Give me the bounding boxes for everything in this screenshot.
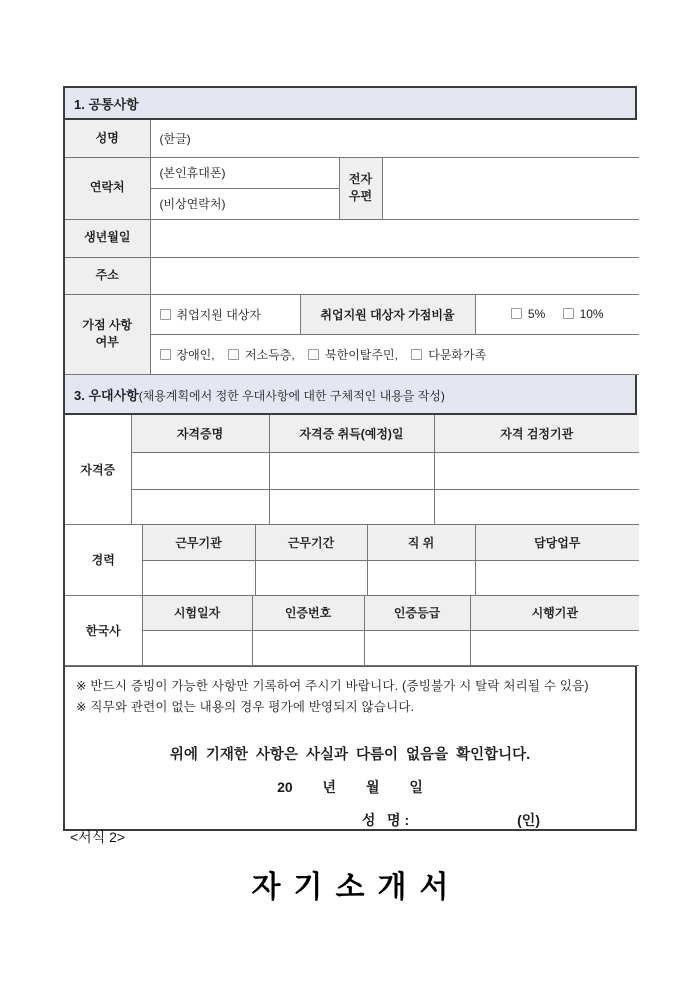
table-row bbox=[65, 560, 639, 595]
career-org-input[interactable] bbox=[142, 560, 255, 595]
email-label-line2: 우편 bbox=[348, 189, 373, 203]
name-input-cell[interactable]: (한글) bbox=[150, 120, 639, 157]
signature-line bbox=[76, 810, 624, 830]
license-date-input-1[interactable] bbox=[269, 453, 434, 490]
email-input-cell[interactable] bbox=[382, 157, 639, 219]
bonus-label-line1: 가점 사항 bbox=[82, 317, 133, 332]
preferential-header-desc: (채용계획에서 정한 우대사항에 대한 구체적인 내용을 작성) bbox=[138, 388, 445, 403]
multicultural-text: 다문화가족 bbox=[428, 347, 487, 362]
contact-label: 연락처 bbox=[65, 157, 150, 219]
common-info-table bbox=[65, 120, 639, 375]
date-month-label: 월 bbox=[365, 778, 380, 795]
confirmation-statement: 위에 기재한 사항은 사실과 다름이 없음을 확인합니다. bbox=[169, 746, 531, 763]
history-agency-header: 시행기관 bbox=[470, 596, 639, 631]
date-line bbox=[76, 777, 624, 797]
korean-history-table bbox=[65, 596, 639, 667]
history-grade-input[interactable] bbox=[364, 631, 470, 666]
email-label bbox=[339, 157, 382, 219]
history-exam-date-input[interactable] bbox=[142, 631, 252, 666]
date-year-label: 년 bbox=[322, 778, 337, 795]
address-label: 주소 bbox=[65, 257, 150, 294]
license-date-header: 자격증 취득(예정)일 bbox=[269, 415, 434, 453]
name-label: 성명 bbox=[65, 120, 150, 157]
table-row bbox=[65, 490, 639, 525]
date-year-prefix: 20 bbox=[277, 778, 293, 795]
table-row bbox=[65, 631, 639, 666]
history-cert-no-input[interactable] bbox=[252, 631, 364, 666]
career-org-header: 근무기관 bbox=[142, 525, 255, 560]
nk-defector-checkbox[interactable] bbox=[308, 349, 319, 360]
license-name-input-2[interactable] bbox=[131, 490, 269, 525]
multicultural-checkbox[interactable] bbox=[411, 349, 422, 360]
table-row bbox=[65, 453, 639, 490]
license-label: 자격증 bbox=[65, 415, 131, 525]
employment-support-cell bbox=[150, 294, 300, 334]
license-agency-input-2[interactable] bbox=[434, 490, 639, 525]
career-duty-header: 담당업무 bbox=[475, 525, 639, 560]
ratio-5-text: 5% bbox=[527, 307, 546, 321]
birthdate-label: 생년월일 bbox=[65, 219, 150, 257]
section-header-common: 1. 공통사항 bbox=[65, 88, 635, 120]
bonus-label-line2: 여부 bbox=[95, 335, 119, 349]
ratio-10-checkbox[interactable] bbox=[563, 308, 574, 319]
bonus-ratio-label: 취업지원 대상자 가점비율 bbox=[300, 294, 475, 334]
career-position-input[interactable] bbox=[367, 560, 475, 595]
history-cert-no-header: 인증번호 bbox=[252, 596, 364, 631]
low-income-checkbox[interactable] bbox=[228, 349, 239, 360]
seal-placeholder: (인) bbox=[517, 811, 540, 828]
career-position-header: 직 위 bbox=[367, 525, 475, 560]
employment-support-checkbox[interactable] bbox=[160, 309, 171, 320]
career-duty-input[interactable] bbox=[475, 560, 639, 595]
history-exam-date-header: 시험일자 bbox=[142, 596, 252, 631]
ratio-5-checkbox[interactable] bbox=[511, 308, 522, 319]
nk-defector-text: 북한이탈주민, bbox=[325, 347, 398, 362]
phone-personal-cell[interactable]: (본인휴대폰) bbox=[150, 157, 339, 188]
disabled-checkbox[interactable] bbox=[160, 349, 171, 360]
table-row bbox=[65, 257, 639, 294]
application-form-sheet bbox=[63, 86, 637, 831]
license-name-header: 자격증명 bbox=[131, 415, 269, 453]
preferential-header-title: 3. 우대사항 bbox=[74, 387, 139, 403]
career-table bbox=[65, 525, 639, 596]
ratio-10-text: 10% bbox=[579, 307, 604, 321]
document-title: 자기소개서 bbox=[251, 871, 462, 904]
sign-name-label: 성 명 : bbox=[361, 811, 410, 828]
history-grade-header: 인증등급 bbox=[364, 596, 470, 631]
bonus-ratio-options-cell bbox=[475, 294, 639, 334]
history-agency-input[interactable] bbox=[470, 631, 639, 666]
license-agency-input-1[interactable] bbox=[434, 453, 639, 490]
low-income-text: 저소득층, bbox=[244, 347, 295, 362]
table-row bbox=[65, 596, 639, 631]
section-header-preferential bbox=[65, 375, 635, 415]
career-period-header: 근무기간 bbox=[255, 525, 367, 560]
bonus-categories-cell bbox=[150, 334, 639, 374]
table-row bbox=[65, 525, 639, 560]
phone-emergency-cell[interactable]: (비상연락처) bbox=[150, 188, 339, 219]
birthdate-input-cell[interactable] bbox=[150, 219, 639, 257]
license-name-input-1[interactable] bbox=[131, 453, 269, 490]
history-label: 한국사 bbox=[65, 596, 142, 666]
note-line-1: ※ 반드시 증빙이 가능한 사항만 기록하여 주시기 바랍니다. (증빙불가 시 탈락 처리될 수 있음) bbox=[76, 679, 589, 693]
license-date-input-2[interactable] bbox=[269, 490, 434, 525]
notes-section bbox=[65, 666, 635, 829]
table-row bbox=[65, 294, 639, 334]
email-label-line1: 전자 bbox=[348, 171, 373, 186]
career-label: 경력 bbox=[65, 525, 142, 595]
license-table bbox=[65, 415, 639, 526]
date-day-label: 일 bbox=[409, 778, 423, 795]
address-input-cell[interactable] bbox=[150, 257, 639, 294]
note-line-2: ※ 직무와 관련이 없는 내용의 경우 평가에 반영되지 않습니다. bbox=[76, 700, 415, 715]
career-period-input[interactable] bbox=[255, 560, 367, 595]
table-row bbox=[65, 415, 639, 453]
table-row bbox=[65, 120, 639, 157]
license-agency-header: 자격 검정기관 bbox=[434, 415, 639, 453]
employment-support-text: 취업지원 대상자 bbox=[176, 307, 261, 322]
bonus-label bbox=[65, 294, 150, 374]
table-row bbox=[65, 157, 639, 188]
disabled-text: 장애인, bbox=[176, 347, 215, 362]
table-row bbox=[65, 334, 639, 374]
table-row bbox=[65, 219, 639, 257]
form-number-tag: <서식 2> bbox=[70, 829, 126, 845]
